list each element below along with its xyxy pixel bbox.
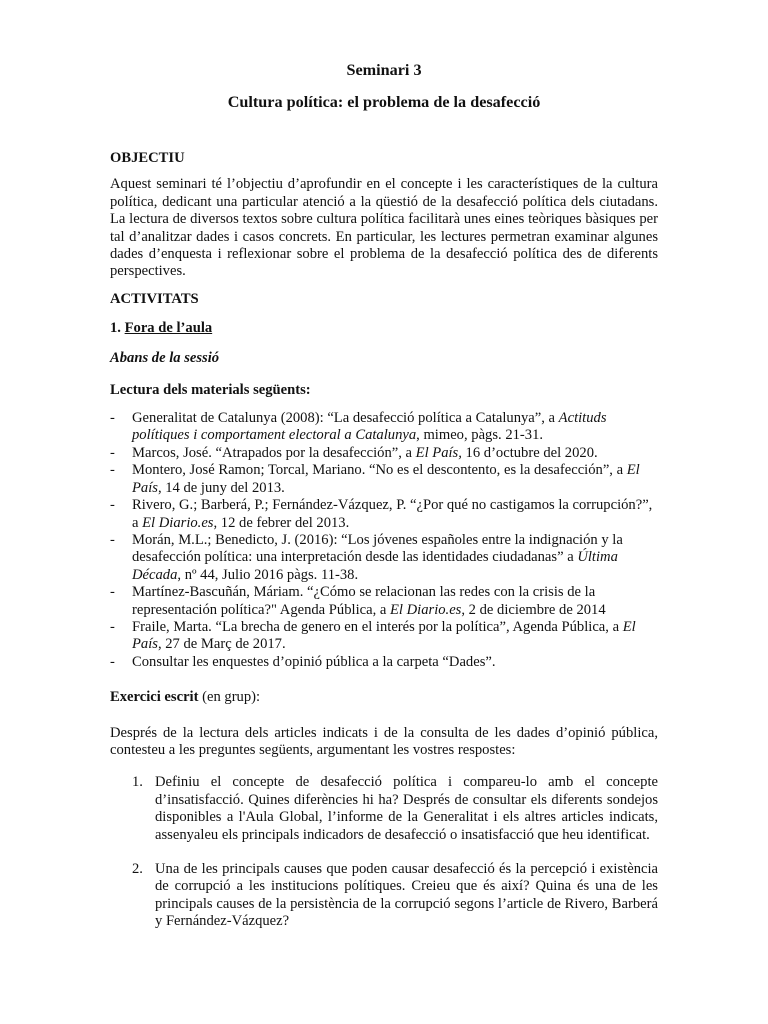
list-bullet: -	[110, 410, 115, 427]
list-bullet: -	[110, 618, 115, 635]
question-number: 1.	[132, 774, 143, 791]
lectura-heading: Lectura dels materials següents:	[110, 381, 311, 398]
list-bullet: -	[110, 444, 115, 461]
question-item	[110, 774, 658, 844]
document-page	[110, 60, 658, 948]
list-bullet: -	[110, 584, 115, 601]
reading-item: - Generalitat de Catalunya (2008): “La desafecció política a Catalunya”, a Actituds polítiques i comportament electoral a Catalunya, mimeo, pàgs. 21-31.	[110, 410, 607, 444]
reading-item: - Martínez-Bascuñán, Máriam. “¿Cómo se relacionan las redes con la crisis de la representación política?" Agenda Pública, a El Diario.es, 2 de diciembre de 2014	[110, 584, 606, 618]
question-text: Una de les principals causes que poden causar desafecció és la percepció i existència de corrupció a les institucions polítiques. Creieu que és així? Quina és una de les principals causes de la persistència de la corrupció segons l’article de Rivero, Barberá y Fernández-Vázquez?	[155, 861, 658, 930]
reading-item: - Consultar les enquestes d’opinió pública a la carpeta “Dades”.	[110, 653, 496, 670]
reading-item: - Montero, José Ramon; Torcal, Mariano. “No es el descontento, es la desafección”, a El País, 14 de juny del 2013.	[110, 462, 640, 496]
section-fora-heading	[110, 320, 658, 337]
reading-item: - Morán, M.L.; Benedicto, J. (2016): “Los jóvenes españoles entre la indignación y la desafección política: una interpretación desde las identidades ciudadanas” a Última Década, nº 44, Julio 2016 pàgs. 11-38.	[110, 531, 623, 583]
document-subtitle: Cultura política: el problema de la desafecció	[227, 93, 541, 111]
document-title: Seminari 3	[346, 61, 422, 79]
reading-item: - Fraile, Marta. “La brecha de genero en el interés por la política”, Agenda Pública, a El País, 27 de Març de 2017.	[110, 618, 636, 653]
exercici-heading-suffix: (en grup):	[198, 689, 261, 706]
list-bullet: -	[110, 462, 115, 479]
reading-item: - Marcos, José. “Atrapados por la desafección”, a El País, 16 d’octubre del 2020.	[110, 444, 598, 461]
reading-item: - Rivero, G.; Barberá, P.; Fernández-Vázquez, P. “¿Por qué no castigamos la corrupción?”, a El Diario.es, 12 de febrer del 2013.	[110, 497, 653, 531]
exercici-intro: Després de la lectura dels articles indicats i de la consulta de les dades d’opinió pública, contesteu a les preguntes següents, argumentant les vostres respostes:	[110, 724, 658, 758]
abans-heading: Abans de la sessió	[110, 349, 220, 366]
list-bullet: -	[110, 497, 115, 514]
section-number: 1.	[110, 320, 121, 337]
question-list	[110, 774, 658, 930]
question-text: Definiu el concepte de desafecció política i compareu-lo amb el concepte d’insatisfacció. Quines diferències hi ha? Després de consultar els diferents sondejos disponibles a l'Aula Global, l’informe de la Generalitat i els altres articles indicats, assenyaleu els principals indicadors de desafecció o insatisfacció que heu identificat.	[155, 774, 658, 843]
list-bullet: -	[110, 531, 115, 548]
exercici-heading: Exercici escrit (en grup):	[110, 689, 261, 706]
activitats-heading: ACTIVITATS	[110, 290, 199, 307]
section-fora-label: Fora de l’aula	[124, 320, 213, 337]
reading-list	[110, 410, 658, 671]
objectiu-text: Aquest seminari té l’objectiu d’aprofundir en el concepte i les característiques de la cultura política, dedicant una particular atenció a la qüestió de la desafecció política dels ciutadans. La lectura de diversos textos sobre cultura política facilitarà unes eines teòriques bàsiques per tal d’analitzar dades i casos concrets. En particular, les lectures permetran examinar algunes dades d’enquesta i reflexionar sobre el problema de la desafecció política des de diferents perspectives.	[110, 176, 658, 280]
objectiu-heading: OBJECTIU	[110, 150, 185, 166]
list-bullet: -	[110, 653, 115, 670]
question-number: 2.	[132, 861, 143, 877]
question-item	[110, 861, 658, 931]
